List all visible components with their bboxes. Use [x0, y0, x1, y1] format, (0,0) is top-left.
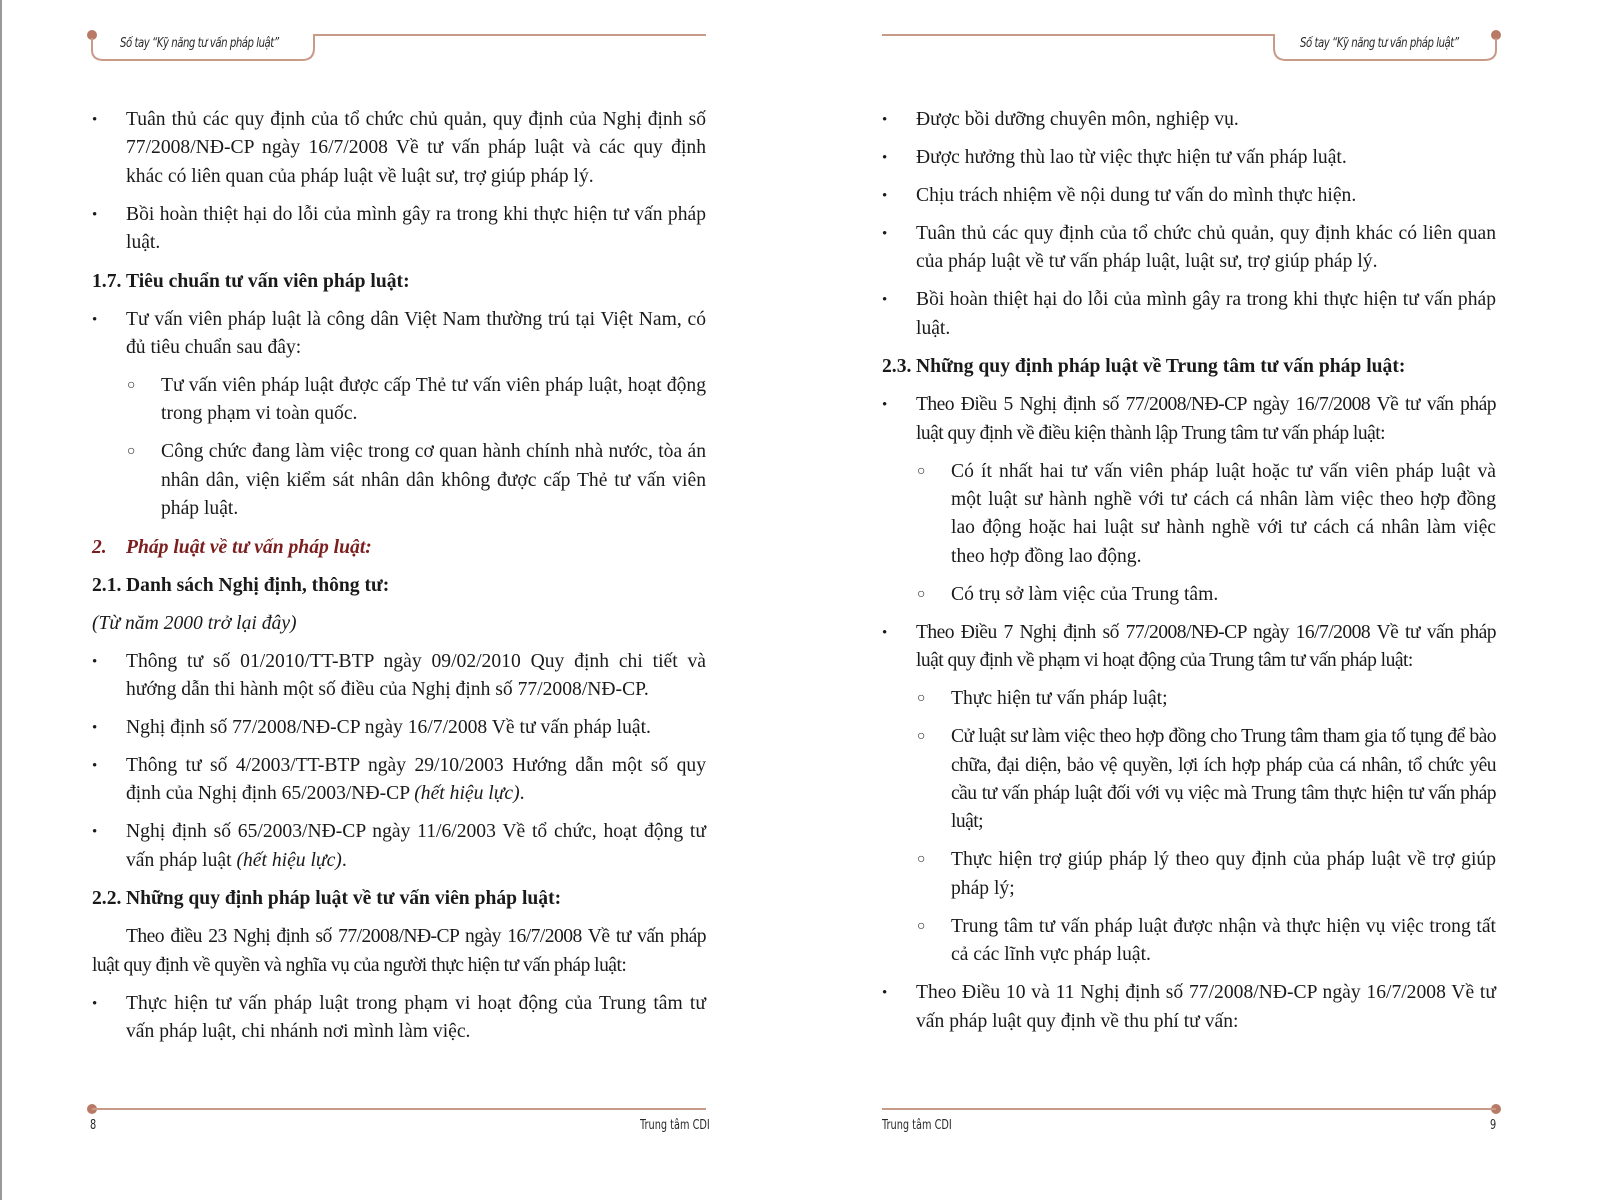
- status-note: (hết hiệu lực): [236, 849, 342, 871]
- sub-list-item: ○ Thực hiện tư vấn pháp luật;: [882, 685, 1496, 713]
- bullet-icon: •: [882, 150, 888, 166]
- section-heading-2: 2. Pháp luật về tư vấn pháp luật:: [92, 536, 372, 558]
- bullet-icon: •: [882, 226, 888, 242]
- bullet-icon: •: [92, 995, 98, 1012]
- bullet-icon: •: [92, 720, 98, 737]
- list-item: • Được hưởng thù lao từ việc thực hiện tư vấn pháp luật.: [882, 144, 1496, 172]
- list-item: • Thông tư số 4/2003/TT-BTP ngày 29/10/2003 Hướng dẫn một số quy định của Nghị định 65/2003/NĐ-CP (hết hiệu lực).: [92, 752, 706, 809]
- bullet-icon: •: [92, 758, 98, 775]
- bullet-icon: •: [92, 112, 98, 128]
- sub-list-item: ○ Công chức đang làm việc trong cơ quan hành chính nhà nước, tòa án nhân dân, viện kiểm sát nhân dân không được cấp Thẻ tư vấn viên pháp luật.: [92, 438, 706, 523]
- section-heading-2-3: 2.3. Những quy định pháp luật về Trung tâm tư vấn pháp luật:: [882, 356, 1406, 378]
- bullet-icon: •: [882, 397, 887, 414]
- list-item: • Thông tư số 01/2010/TT-BTP ngày 09/02/2010 Quy định chi tiết và hướng dẫn thi hành một số điều của Nghị định số 77/2008/NĐ-CP.: [92, 648, 706, 705]
- header-title: Số tay “Kỹ năng tư vấn pháp luật”: [120, 36, 279, 51]
- circle-bullet-icon: ○: [917, 852, 926, 868]
- sub-list-item: ○ Thực hiện trợ giúp pháp lý theo quy định của pháp luật về trợ giúp pháp lý;: [882, 846, 1496, 903]
- circle-bullet-icon: ○: [917, 463, 926, 479]
- sub-list-item: ○ Cử luật sư làm việc theo hợp đồng cho Trung tâm tham gia tố tụng để bào chữa, đại diện, bảo vệ quyền, lợi ích hợp pháp của cá nhân, tổ chức yêu cầu tư vấn pháp luật đối với vụ việc mà Trung tâm thực hiện tư vấn pháp luật;: [882, 723, 1496, 837]
- sub-list-item: ○ Có ít nhất hai tư vấn viên pháp luật hoặc tư vấn viên pháp luật và một luật sư hành nghề với tư cách cá nhân làm việc theo hợp đồng lao động hoặc hai luật sư hành nghề với tư cách cá nhân làm việc theo hợp đồng lao động.: [882, 458, 1496, 572]
- bullet-icon: •: [882, 985, 888, 1002]
- circle-bullet-icon: ○: [917, 918, 926, 934]
- right-page: [882, 0, 1496, 1200]
- footer-text: Trung tâm CDI: [882, 1118, 952, 1133]
- list-item: • Tuân thủ các quy định của tổ chức chủ quản, quy định của Nghị định số 77/2008/NĐ-CP ngày 16/7/2008 Về tư vấn pháp luật và các quy định khác có liên quan của pháp luật về luật sư, trợ giúp pháp lý.: [92, 106, 706, 191]
- footer-ornament: [92, 1104, 706, 1116]
- circle-bullet-icon: ○: [127, 444, 136, 460]
- sub-list-item: ○ Tư vấn viên pháp luật được cấp Thẻ tư vấn viên pháp luật, hoạt động trong phạm vi toàn quốc.: [92, 372, 706, 429]
- bullet-icon: •: [882, 624, 887, 641]
- list-item: • Chịu trách nhiệm về nội dung tư vấn do mình thực hiện.: [882, 182, 1496, 210]
- list-item: • Theo Điều 10 và 11 Nghị định số 77/2008/NĐ-CP ngày 16/7/2008 Về tư vấn pháp luật quy định về thu phí tư vấn:: [882, 979, 1496, 1036]
- bullet-icon: •: [882, 292, 888, 309]
- bullet-icon: •: [92, 206, 98, 223]
- viewer-left-edge: [0, 0, 2, 1200]
- list-item: • Bồi hoàn thiệt hại do lỗi của mình gây ra trong khi thực hiện tư vấn pháp luật.: [92, 201, 706, 258]
- paragraph: Theo điều 23 Nghị định số 77/2008/NĐ-CP ngày 16/7/2008 Về tư vấn pháp luật quy định về quyền và nghĩa vụ của người thực hiện tư vấn pháp luật:: [92, 926, 706, 976]
- list-item: • Nghị định số 65/2003/NĐ-CP ngày 11/6/2003 Về tổ chức, hoạt động tư vấn pháp luật (hết hiệu lực).: [92, 818, 706, 875]
- page-footer: [882, 1104, 1496, 1144]
- sub-list-item: ○ Trung tâm tư vấn pháp luật được nhận và thực hiện vụ việc trong tất cả các lĩnh vực pháp luật.: [882, 913, 1496, 970]
- list-item: • Tư vấn viên pháp luật là công dân Việt Nam thường trú tại Việt Nam, có đủ tiêu chuẩn sau đây:: [92, 306, 706, 363]
- circle-bullet-icon: ○: [917, 586, 926, 602]
- page-content: [882, 106, 1496, 1046]
- section-heading-2-1: 2.1. Danh sách Nghị định, thông tư:: [92, 574, 390, 596]
- list-item: • Theo Điều 5 Nghị định số 77/2008/NĐ-CP ngày 16/7/2008 Về tư vấn pháp luật quy định về điều kiện thành lập Trung tâm tư vấn pháp luật:: [882, 391, 1496, 448]
- bullet-icon: •: [882, 112, 888, 128]
- list-item: • Thực hiện tư vấn pháp luật trong phạm vi hoạt động của Trung tâm tư vấn pháp luật, chi nhánh nơi mình làm việc.: [92, 990, 706, 1047]
- section-note: (Từ năm 2000 trở lại đây): [92, 612, 297, 634]
- header-title: Số tay “Kỹ năng tư vấn pháp luật”: [1300, 36, 1459, 51]
- list-item: • Nghị định số 77/2008/NĐ-CP ngày 16/7/2008 Về tư vấn pháp luật.: [92, 714, 706, 742]
- section-heading-1-7: 1.7. Tiêu chuẩn tư vấn viên pháp luật:: [92, 270, 410, 292]
- list-item: • Tuân thủ các quy định của tổ chức chủ quản, quy định khác có liên quan của pháp luật về tư vấn pháp luật, luật sư, trợ giúp pháp lý.: [882, 220, 1496, 277]
- list-item: • Theo Điều 7 Nghị định số 77/2008/NĐ-CP ngày 16/7/2008 Về tư vấn pháp luật quy định về phạm vi hoạt động của Trung tâm tư vấn pháp luật:: [882, 619, 1496, 676]
- bullet-icon: •: [92, 311, 98, 328]
- page-content: [92, 106, 706, 1056]
- list-item: • Bồi hoàn thiệt hại do lỗi của mình gây ra trong khi thực hiện tư vấn pháp luật.: [882, 286, 1496, 343]
- section-heading-2-2: 2.2. Những quy định pháp luật về tư vấn viên pháp luật:: [92, 888, 562, 910]
- page-footer: [90, 1104, 710, 1144]
- list-item: • Được bồi dưỡng chuyên môn, nghiệp vụ.: [882, 106, 1496, 134]
- page-number: 9: [1490, 1118, 1497, 1133]
- page-header: [92, 30, 706, 64]
- footer-text: Trung tâm CDI: [640, 1118, 710, 1133]
- circle-bullet-icon: ○: [917, 691, 926, 707]
- status-note: (hết hiệu lực): [414, 783, 520, 805]
- bullet-icon: •: [92, 824, 98, 841]
- footer-ornament: [882, 1104, 1496, 1116]
- sub-list-item: ○ Có trụ sở làm việc của Trung tâm.: [882, 581, 1496, 609]
- left-page: [90, 0, 710, 1200]
- circle-bullet-icon: ○: [127, 378, 136, 394]
- circle-bullet-icon: ○: [917, 729, 925, 745]
- bullet-icon: •: [92, 653, 98, 670]
- page-header: [882, 30, 1496, 64]
- bullet-icon: •: [882, 188, 888, 204]
- page-number: 8: [90, 1118, 97, 1133]
